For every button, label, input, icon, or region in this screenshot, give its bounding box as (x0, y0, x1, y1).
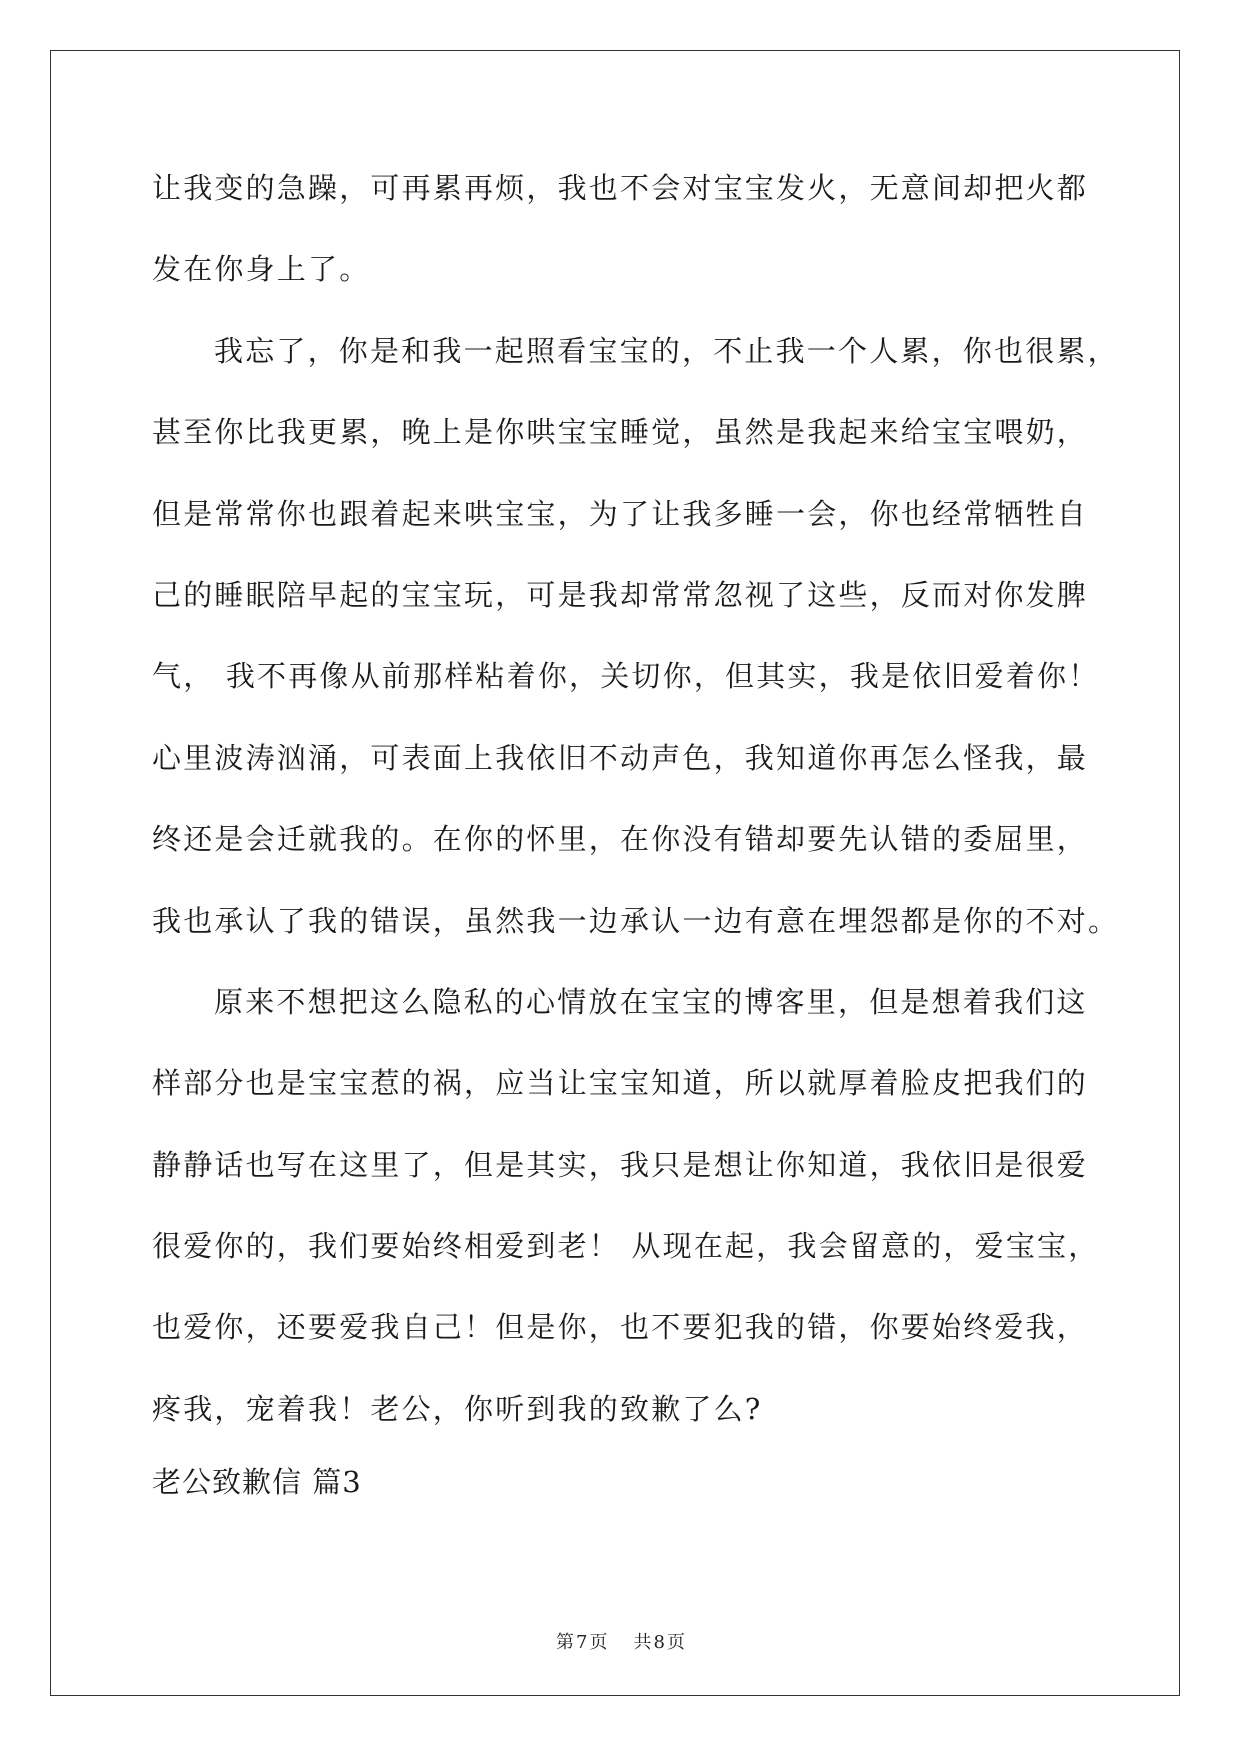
page-current: 7 (576, 1632, 588, 1653)
text-line: 心里波涛汹涌，可表面上我依旧不动声色，我知道你再怎么怪我，最 (152, 740, 1089, 775)
paragraph-start-line: 我忘了，你是和我一起照看宝宝的，不止我一个人累，你也很累， (214, 333, 1119, 368)
document-body (152, 160, 1120, 1462)
total-label-suffix: 页 (666, 1632, 685, 1653)
text-line: 让我变的急躁，可再累再烦，我也不会对宝宝发火，无意间却把火都 (152, 171, 1089, 205)
text-line: 己的睡眠陪早起的宝宝玩，可是我却常常忽视了这些，反而对你发脾 (152, 577, 1089, 612)
text-line: 气， 我不再像从前那样粘着你，关切你，但其实，我是依旧爱着你！ (152, 659, 1100, 694)
page-footer (0, 1628, 1241, 1654)
text-line: 静静话也写在这里了，但是其实，我只是想让你知道，我依旧是很爱 (152, 1147, 1089, 1182)
text-line: 终还是会迁就我的。在你的怀里，在你没有错却要先认错的委屈里， (152, 822, 1089, 857)
text-line: 样部分也是宝宝惹的祸，应当让宝宝知道，所以就厚着脸皮把我们的 (152, 1066, 1089, 1101)
text-line: 发在你身上了。 (152, 252, 371, 287)
page-label-suffix: 页 (589, 1632, 608, 1653)
page-label-prefix: 第 (556, 1632, 575, 1653)
section-heading: 老公致歉信 篇3 (152, 1465, 362, 1499)
text-line: 但是常常你也跟着起来哄宝宝，为了让我多睡一会，你也经常牺牲自 (152, 496, 1089, 531)
text-line: 也爱你，还要爱我自己！但是你，也不要犯我的错，你要始终爱我， (152, 1310, 1089, 1345)
total-label-prefix: 共 (633, 1632, 652, 1653)
text-line: 很爱你的，我们要始终相爱到老！ 从现在起，我会留意的，爱宝宝， (152, 1229, 1100, 1264)
page-total: 8 (653, 1632, 665, 1653)
text-line: 疼我，宠着我！老公，你听到我的致歉了么? (152, 1391, 763, 1426)
text-line: 甚至你比我更累，晚上是你哄宝宝睡觉，虽然是我起来给宝宝喂奶， (152, 415, 1089, 450)
text-line: 我也承认了我的错误，虽然我一边承认一边有意在埋怨都是你的不对。 (152, 903, 1120, 938)
paragraph-start-line: 原来不想把这么隐私的心情放在宝宝的博客里，但是想着我们这 (214, 984, 1088, 1019)
